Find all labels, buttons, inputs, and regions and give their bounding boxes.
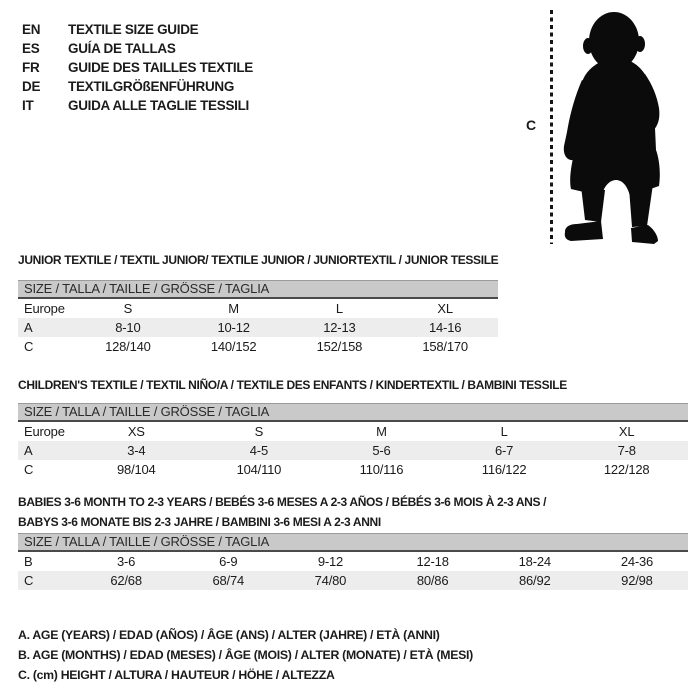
language-label: GUÍA DE TALLAS [68,41,176,56]
title-line: BABIES 3-6 MONTH TO 2-3 YEARS / BEBÉS 3-6 MESES A 2-3 AÑOS / BÉBÉS 3-6 MOIS À 2-3 ANS / [18,495,547,509]
language-code: FR [22,60,40,75]
language-code: IT [22,98,34,113]
value-cell: 62/68 [110,573,142,588]
language-code: ES [22,41,40,56]
value-cell: 3-4 [127,443,146,458]
size-header-bar: SIZE / TALLA / TAILLE / GRÖSSE / TAGLIA [18,403,688,422]
value-cell: 86/92 [519,573,551,588]
children-size-table [18,403,688,479]
row-label: Europe [24,301,65,316]
value-cell: 18-24 [518,554,551,569]
size-cell: S [123,301,133,316]
table-row-height [18,337,498,356]
table-row-age-years [18,318,498,337]
junior-table-title [18,250,498,270]
babies-size-table [18,533,688,590]
row-label: C [24,573,34,588]
value-cell: 104/110 [236,462,282,477]
value-cell: 12-18 [416,554,449,569]
value-cell: 6-9 [219,554,238,569]
value-cell: 110/116 [359,462,404,477]
value-cell: 10-12 [217,320,250,335]
value-cell: 80/86 [416,573,449,588]
value-cell: 98/104 [117,462,156,477]
row-label: A [24,443,33,458]
value-cell: 24-36 [620,554,654,569]
value-cell: 5-6 [372,443,391,458]
junior-size-table [18,280,498,356]
row-label: Europe [24,424,65,439]
height-figure [0,0,700,250]
footnote-age-months: B. AGE (MONTHS) / EDAD (MESES) / ÂGE (MOIS) / ALTER (MONATE) / ETÀ (MESI) [18,648,473,662]
value-cell: 9-12 [317,554,344,569]
size-header-bar: SIZE / TALLA / TAILLE / GRÖSSE / TAGLIA [18,533,688,552]
value-cell: 152/158 [316,339,363,354]
value-cell: 6-7 [494,443,514,458]
size-cell: M [376,424,387,439]
language-code: DE [22,79,41,94]
size-cell: XL [618,424,635,439]
value-cell: 3-6 [116,554,136,569]
value-cell: 14-16 [429,320,462,335]
value-cell: 7-8 [617,443,636,458]
children-table-title [18,375,567,395]
language-label: GUIDA ALLE TAGLIE TESSILI [68,98,249,113]
size-cell: M [228,301,239,316]
value-cell: 128/140 [105,339,151,354]
value-cell: 140/152 [210,339,257,354]
footnote-age-years: A. AGE (YEARS) / EDAD (AÑOS) / ÂGE (ANS) / ALTER (JAHRE) / ETÀ (ANNI) [18,628,440,642]
table-row-age-years [18,441,688,460]
table-row-europe [18,299,498,318]
row-label: B [24,554,33,569]
value-cell: 12-13 [323,320,356,335]
toddler-silhouette-icon [555,8,700,248]
row-label: C [24,339,34,354]
value-cell: 4-5 [249,443,268,458]
table-row-europe [18,422,688,441]
language-label: TEXTILE SIZE GUIDE [68,22,199,37]
title-line: JUNIOR TEXTILE / TEXTIL JUNIOR/ TEXTILE JUNIOR / JUNIORTEXTIL / JUNIOR TESSILE [18,253,499,267]
title-line: CHILDREN'S TEXTILE / TEXTIL NIÑO/A / TEXTILE DES ENFANTS / KINDERTEXTIL / BAMBINI TESSILE [18,378,567,392]
table-row-height [18,571,688,590]
value-cell: 116/122 [481,462,527,477]
value-cell: 74/80 [314,573,347,588]
table-row-age-months [18,552,688,571]
size-cell: XS [127,424,145,439]
value-cell: 68/74 [212,573,245,588]
value-cell: 122/128 [603,462,650,477]
value-cell: 8-10 [115,320,141,335]
size-cell: S [254,424,264,439]
size-header-bar: SIZE / TALLA / TAILLE / GRÖSSE / TAGLIA [18,280,498,299]
size-cell: XL [437,301,453,316]
height-measure-label: C [526,117,537,133]
language-label: GUIDE DES TAILLES TEXTILE [68,60,254,75]
footnote-height: C. (cm) HEIGHT / ALTURA / HAUTEUR / HÖHE / ALTEZZA [18,668,335,682]
language-label: TEXTILGRÖßENFÜHRUNG [68,79,235,94]
dotted-height-line [550,10,553,244]
row-label: A [24,320,33,335]
value-cell: 92/98 [621,573,653,588]
size-cell: L [335,301,343,316]
value-cell: 158/170 [422,339,468,354]
table-row-height [18,460,688,479]
row-label: C [24,462,34,477]
language-code: EN [22,22,41,37]
babies-table-title [18,492,546,532]
title-line: BABYS 3-6 MONATE BIS 2-3 JAHRE / BAMBINI 3-6 MESI A 2-3 ANNI [18,515,381,529]
footnote-legend [18,625,473,685]
size-cell: L [500,424,508,439]
